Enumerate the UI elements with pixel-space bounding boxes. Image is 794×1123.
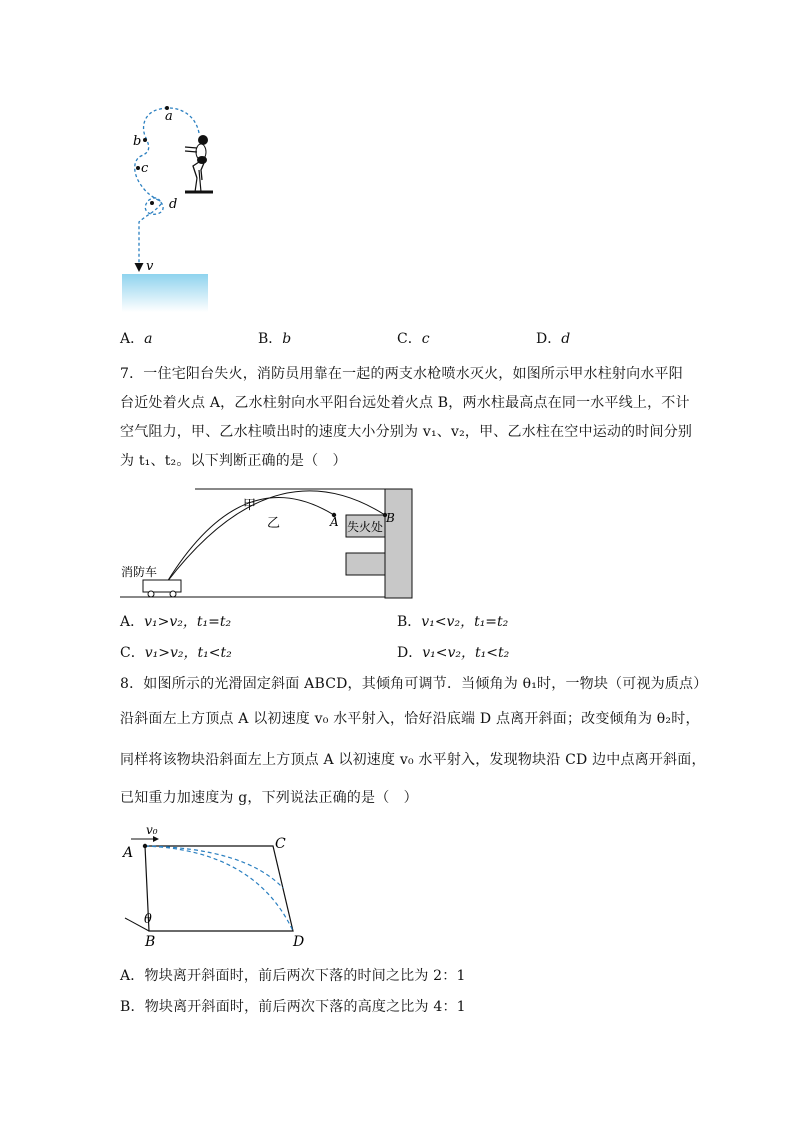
q7-stem-line-2: 台近处着火点 A，乙水柱射向水平阳台远处着火点 B，两水柱最高点在同一水平线上，不计	[120, 395, 690, 411]
trajectory-theta1	[145, 846, 293, 931]
label-yi: 乙	[267, 516, 281, 531]
diver-trajectory	[135, 108, 199, 265]
label-jia: 甲	[243, 498, 257, 513]
q8-stem-line-1: 8．如图所示的光滑固定斜面 ABCD，其倾角可调节．当倾角为 θ₁时，一物块（可视为质点）	[120, 676, 708, 692]
label-fire: 失火处	[347, 520, 384, 534]
velocity-arrow	[135, 263, 144, 272]
slope-abcd	[145, 846, 293, 931]
label-A: A	[123, 845, 134, 861]
q7-stem-line-1: 7．一住宅阳台失火，消防员用靠在一起的两支水枪喷水灭火，如图所示甲水柱射向水平阳	[120, 366, 683, 382]
diver-figure	[115, 100, 225, 315]
building-wall	[385, 489, 412, 598]
q8-stem-line-3: 同样将该物块沿斜面左上方顶点 A 以初速度 v₀ 水平射入，发现物块沿 CD 边中点离开斜面，	[120, 752, 706, 768]
q8-option-a[interactable]: A．物块离开斜面时，前后两次下落的时间之比为 2：1	[120, 968, 466, 984]
slope-figure	[115, 820, 315, 950]
label-theta: θ	[144, 912, 152, 927]
label-c: c	[141, 161, 149, 176]
q7-stem-line-3: 空气阻力，甲、乙水柱喷出时的速度大小分别为 v₁、v₂，甲、乙水柱在空中运动的时间分别	[120, 424, 693, 440]
q7-option-d[interactable]: D．v₁<v₂，t₁<t₂	[397, 645, 510, 661]
fire-truck-icon	[143, 580, 181, 597]
q7-stem-line-4: 为 t₁、t₂。以下判断正确的是（ ）	[120, 453, 347, 469]
label-d: d	[169, 197, 178, 212]
q8-option-b[interactable]: B．物块离开斜面时，前后两次下落的高度之比为 4：1	[120, 999, 466, 1015]
water-surface	[122, 274, 208, 312]
point-b	[143, 138, 147, 142]
diver-icon	[185, 135, 208, 180]
label-a: a	[165, 109, 173, 124]
q7-option-b[interactable]: B．v₁<v₂，t₁=t₂	[397, 614, 509, 630]
label-b: b	[133, 134, 142, 149]
q7-option-c[interactable]: C．v₁>v₂，t₁<t₂	[120, 645, 232, 661]
label-v0: v₀	[146, 823, 158, 837]
firefighting-figure	[115, 484, 420, 604]
q8-stem-line-2: 沿斜面左上方顶点 A 以初速度 v₀ 水平射入，恰好沿底端 D 点离开斜面；改变倾角为 θ₂时，	[120, 711, 700, 727]
label-B: B	[386, 511, 395, 525]
point-A	[143, 844, 147, 848]
label-v: v	[146, 259, 154, 274]
trajectory-theta2	[145, 846, 283, 888]
lower-balcony	[346, 553, 385, 575]
label-B: B	[145, 934, 156, 950]
q6-option-d[interactable]: D．d	[536, 331, 571, 347]
q8-stem-line-4: 已知重力加速度为 g，下列说法正确的是（ ）	[120, 790, 418, 806]
label-A: A	[330, 515, 339, 529]
q7-option-a[interactable]: A．v₁>v₂，t₁=t₂	[120, 614, 232, 630]
q6-option-a[interactable]: A．a	[120, 331, 153, 347]
label-D: D	[293, 934, 305, 950]
point-d	[150, 201, 154, 205]
label-C: C	[275, 836, 286, 852]
label-truck: 消防车	[121, 565, 158, 579]
q6-option-b[interactable]: B．b	[258, 331, 292, 347]
point-c	[136, 166, 140, 170]
q6-option-c[interactable]: C．c	[397, 331, 430, 347]
